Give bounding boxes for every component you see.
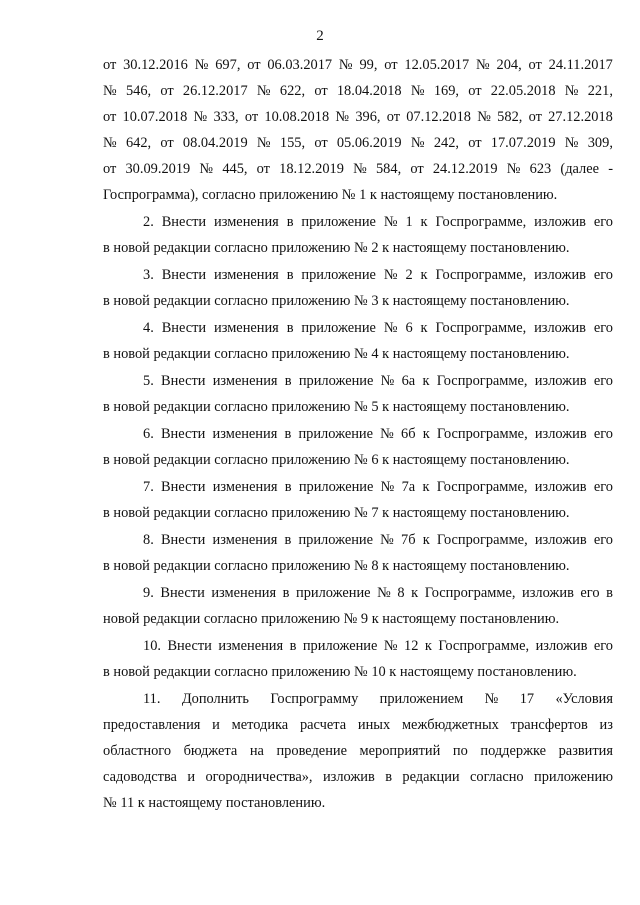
word: от (384, 57, 398, 73)
word: по (452, 743, 468, 759)
word: 07.12.2018 (406, 109, 471, 125)
word: 546, (125, 83, 152, 99)
word: 6. (143, 426, 154, 442)
word: Внести (167, 638, 212, 654)
text-line (103, 368, 613, 394)
word: изменения (212, 479, 278, 495)
word: к (422, 373, 430, 389)
word: областного (103, 743, 172, 759)
word: приложение (298, 373, 374, 389)
word: № (335, 109, 350, 125)
word: 169, (433, 83, 459, 99)
word: 6б (401, 426, 416, 442)
word: 9. (143, 585, 154, 601)
word: к (420, 214, 428, 230)
word: садоводства (103, 769, 177, 785)
word: № (103, 135, 117, 151)
text-line (103, 474, 613, 500)
word: его (593, 479, 613, 495)
text-line (103, 104, 613, 130)
word: Внести (161, 267, 207, 283)
word: Госпрограмме, (438, 638, 530, 654)
word: Дополнить (181, 691, 249, 707)
word: 17 (519, 691, 535, 707)
word: Госпрограмме, (436, 373, 528, 389)
word: № (256, 83, 271, 99)
word: приложение (302, 638, 378, 654)
word: № (564, 135, 579, 151)
word: 622, (279, 83, 306, 99)
word: изменения (212, 373, 278, 389)
text-line (103, 52, 613, 78)
word: 204, (496, 57, 522, 73)
word: 06.03.2017 (267, 57, 333, 73)
text-line (103, 421, 613, 447)
word: приложение (298, 426, 373, 442)
word: № (484, 691, 499, 707)
word: изложив (534, 267, 586, 283)
word: к (422, 426, 430, 442)
line-text: в новой редакции согласно приложению № 6 к настоящему постановлению. (103, 452, 570, 468)
word: изменения (214, 267, 279, 283)
word: его (593, 320, 613, 336)
word: 18.04.2018 (336, 83, 402, 99)
text-line (103, 341, 613, 367)
word: 2 (405, 267, 413, 283)
word: иных (357, 717, 391, 733)
word: 24.12.2019 (432, 161, 498, 177)
word: 10.08.2018 (264, 109, 330, 125)
word: из (599, 717, 613, 733)
line-text: в новой редакции согласно приложению № 7 к настоящему постановлению. (103, 505, 570, 521)
word: № (103, 83, 117, 99)
word: 7а (401, 479, 416, 495)
word: изменения (211, 585, 277, 601)
word: в (284, 479, 292, 495)
word: изложив (534, 479, 587, 495)
word: 7. (143, 479, 154, 495)
word: 6а (401, 373, 416, 389)
word: его (593, 426, 613, 442)
word: бюджета (183, 743, 238, 759)
line-text: в новой редакции согласно приложению № 4 к настоящему постановлению. (103, 346, 570, 362)
word: огородничества», (205, 769, 313, 785)
word: № (199, 161, 214, 177)
word: 30.12.2016 (123, 57, 188, 73)
word: 445, (222, 161, 248, 177)
word: 05.06.2019 (336, 135, 402, 151)
word: 221, (587, 83, 613, 99)
text-line (103, 78, 613, 104)
text-line (103, 553, 613, 579)
word: Госпрограмму (270, 691, 359, 707)
word: изменения (212, 532, 278, 548)
word: трансфертов (510, 717, 588, 733)
word: изложив (534, 532, 587, 548)
word: № (256, 135, 271, 151)
word: 4. (143, 320, 154, 336)
word: поддержке (480, 743, 547, 759)
word: 08.04.2019 (182, 135, 248, 151)
word: приложение (301, 214, 376, 230)
word: № (338, 57, 353, 73)
word: Внести (161, 479, 206, 495)
word: приложение (296, 585, 371, 601)
word: изложив (534, 426, 587, 442)
word: в (606, 585, 613, 601)
text-line (103, 580, 613, 606)
word: № (383, 320, 398, 336)
text-line (103, 288, 613, 314)
word: № (193, 109, 208, 125)
word: 697, (215, 57, 241, 73)
word: изменения (218, 638, 284, 654)
text-line (103, 527, 613, 553)
word: 18.12.2019 (279, 161, 344, 177)
word: мероприятий (359, 743, 441, 759)
word: и (212, 717, 220, 733)
word: к (424, 638, 432, 654)
page-number: 2 (316, 28, 324, 44)
word: от (410, 161, 424, 177)
word: Внести (160, 532, 206, 548)
word: - (608, 161, 613, 177)
word: развития (558, 743, 613, 759)
word: 242, (433, 135, 459, 151)
word: 396, (355, 109, 381, 125)
word: № (383, 214, 398, 230)
word: 584, (375, 161, 402, 177)
word: 26.12.2017 (182, 83, 248, 99)
word: 10. (143, 638, 161, 654)
word: в (284, 532, 292, 548)
word: Госпрограмме, (435, 267, 527, 283)
word: Внести (161, 320, 207, 336)
word: изложив (322, 769, 375, 785)
word: Госпрограмме, (435, 320, 527, 336)
word: изложив (534, 320, 586, 336)
word: изменения (214, 320, 279, 336)
word: проведение (276, 743, 347, 759)
text-line (103, 738, 613, 764)
word: от (103, 109, 117, 125)
word: № (380, 479, 395, 495)
line-text: новой редакции согласно приложению № 9 к настоящему постановлению. (103, 611, 560, 627)
word: изменения (214, 214, 279, 230)
text-line (103, 262, 613, 288)
word: № (383, 267, 398, 283)
word: 155, (279, 135, 306, 151)
word: его (593, 638, 613, 654)
word: к (422, 532, 430, 548)
word: от (528, 57, 542, 73)
word: в (284, 426, 292, 442)
word: № (353, 161, 367, 177)
word: 99, (359, 57, 378, 73)
document-body (103, 52, 613, 816)
text-line (103, 182, 613, 208)
word: № (380, 373, 395, 389)
word: 2. (143, 214, 154, 230)
word: приложение (301, 320, 376, 336)
word: № (377, 585, 391, 601)
word: 12.05.2017 (404, 57, 470, 73)
word: (далее (560, 161, 600, 177)
word: 11. (143, 691, 161, 707)
word: редакции (402, 769, 460, 785)
text-line (103, 659, 613, 685)
word: в (286, 214, 294, 230)
word: от (468, 135, 482, 151)
text-line (103, 447, 613, 473)
word: приложением (379, 691, 464, 707)
word: 309, (587, 135, 613, 151)
word: его (593, 267, 613, 283)
word: 6 (405, 320, 413, 336)
word: № (380, 532, 394, 548)
word: № (477, 109, 491, 125)
word: Внести (160, 426, 206, 442)
word: 642, (125, 135, 152, 151)
word: в (385, 769, 392, 785)
word: его (593, 373, 613, 389)
word: изложив (535, 638, 588, 654)
word: Госпрограмме, (436, 532, 528, 548)
word: к (411, 585, 419, 601)
word: от (103, 161, 117, 177)
word: предоставления (103, 717, 201, 733)
word: изложив (522, 585, 574, 601)
word: 3. (143, 267, 154, 283)
word: межбюджетных (401, 717, 499, 733)
word: от (160, 135, 174, 151)
word: 30.09.2019 (125, 161, 191, 177)
word: к (420, 320, 428, 336)
text-line (103, 633, 613, 659)
word: 12 (404, 638, 419, 654)
word: от (160, 83, 174, 99)
word: в (284, 373, 292, 389)
word: 22.05.2018 (490, 83, 556, 99)
word: его (593, 214, 613, 230)
word: в (289, 638, 297, 654)
line-text: в новой редакции согласно приложению № 2 к настоящему постановлению. (103, 240, 570, 256)
word: Госпрограмме, (436, 479, 528, 495)
word: к (420, 267, 428, 283)
word: его (580, 585, 600, 601)
word: в (286, 320, 294, 336)
word: № (380, 426, 394, 442)
word: от (103, 57, 117, 73)
line-text: в новой редакции согласно приложению № 10 к настоящему постановлению. (103, 664, 577, 680)
word: от (244, 109, 259, 125)
text-line (103, 712, 613, 738)
line-text: № 11 к настоящему постановлению. (103, 795, 326, 811)
text-line (103, 500, 613, 526)
word: «Условия (555, 691, 613, 707)
word: 582, (497, 109, 523, 125)
text-line (103, 606, 613, 632)
text-line (103, 394, 613, 420)
line-text: в новой редакции согласно приложению № 3 к настоящему постановлению. (103, 293, 570, 309)
word: согласно (470, 769, 524, 785)
word: № (410, 135, 425, 151)
word: от (314, 135, 328, 151)
text-line (103, 764, 613, 790)
word: № (506, 161, 521, 177)
word: и (187, 769, 196, 785)
word: 333, (213, 109, 239, 125)
word: № (475, 57, 490, 73)
word: № (194, 57, 209, 73)
word: № (410, 83, 425, 99)
word: 24.11.2017 (548, 57, 613, 73)
word: изложив (534, 373, 587, 389)
word: 17.07.2019 (490, 135, 556, 151)
word: изменения (212, 426, 278, 442)
word: Госпрограмме, (435, 214, 527, 230)
word: приложение (301, 267, 376, 283)
word: приложение (298, 532, 373, 548)
text-line (103, 209, 613, 235)
text-line (103, 156, 613, 182)
word: № (383, 638, 398, 654)
word: 27.12.2018 (548, 109, 613, 125)
text-line (103, 686, 613, 712)
word: изложив (534, 214, 586, 230)
word: от (256, 161, 270, 177)
word: его (593, 532, 613, 548)
text-line (103, 235, 613, 261)
word: № (564, 83, 579, 99)
word: Внести (161, 373, 206, 389)
word: методика (231, 717, 289, 733)
word: от (528, 109, 542, 125)
line-text: в новой редакции согласно приложению № 5 к настоящему постановлению. (103, 399, 570, 415)
word: в (282, 585, 290, 601)
word: 623 (529, 161, 552, 177)
word: Госпрограмме, (436, 426, 528, 442)
word: приложение (298, 479, 374, 495)
word: от (468, 83, 482, 99)
word: в (286, 267, 294, 283)
word: Внести (160, 585, 205, 601)
text-line (103, 130, 613, 156)
line-text: в новой редакции согласно приложению № 8 к настоящему постановлению. (103, 558, 570, 574)
word: от (247, 57, 261, 73)
word: Внести (161, 214, 207, 230)
word: 5. (143, 373, 154, 389)
text-line (103, 315, 613, 341)
word: 7б (401, 532, 416, 548)
word: приложению (534, 769, 613, 785)
word: расчета (299, 717, 347, 733)
word: Госпрограмме, (424, 585, 516, 601)
word: от (314, 83, 328, 99)
word: на (249, 743, 264, 759)
text-line (103, 790, 613, 816)
line-text: Госпрограмма), согласно приложению № 1 к настоящему постановлению. (103, 187, 558, 203)
word: 8 (397, 585, 405, 601)
word: к (422, 479, 430, 495)
word: 8. (143, 532, 154, 548)
word: 1 (405, 214, 413, 230)
word: 10.07.2018 (122, 109, 188, 125)
word: от (386, 109, 401, 125)
